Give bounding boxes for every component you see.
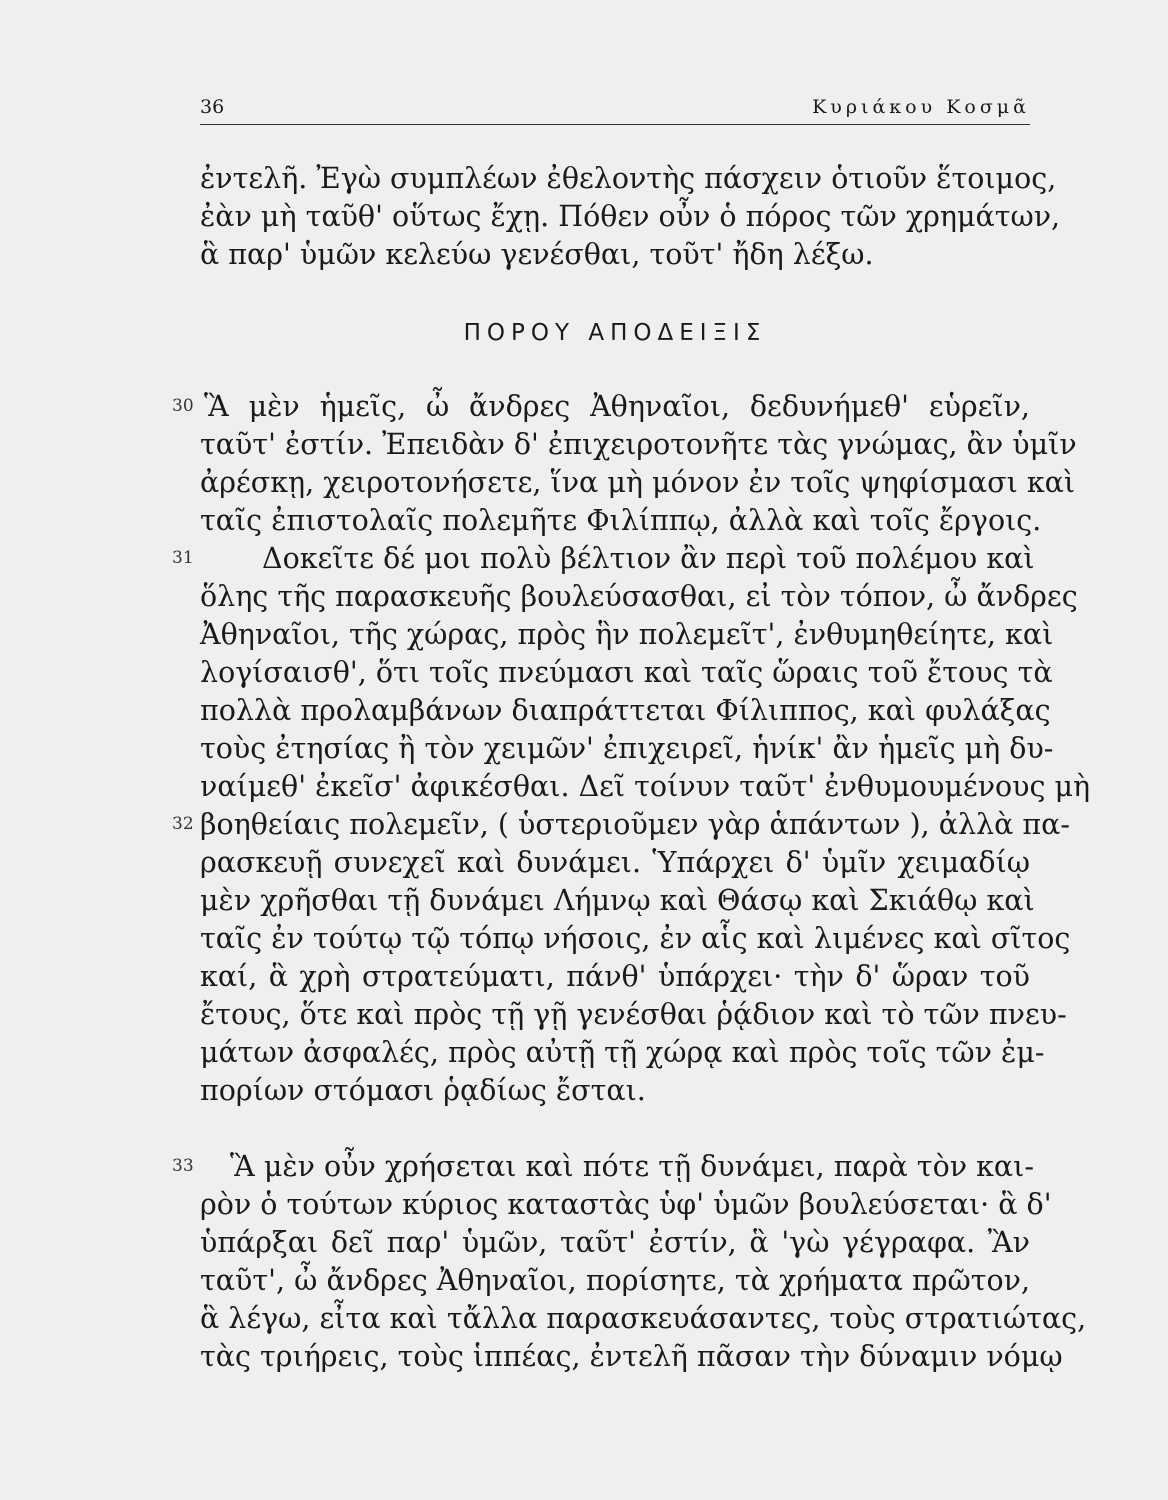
text-line: ταῦτ', ὦ ἄνδρες Ἀθηναῖοι, πορίσητε, τὰ χρήματα πρῶτον, xyxy=(200,1264,1030,1297)
running-head: Κυριάκου Κοσμᾶ xyxy=(812,96,1030,118)
text-line: μὲν χρῆσθαι τῇ δυνάμει Λήμνῳ καὶ Θάσῳ καὶ Σκιάθῳ καὶ xyxy=(200,884,1035,917)
text-line: ἃ παρ' ὑμῶν κελεύω γενέσθαι, τοῦτ' ἤδη λέξω. xyxy=(200,238,874,271)
text-line: ναίμεθ' ἐκεῖσ' ἀφικέσθαι. Δεῖ τοίνυν ταῦτ' ἐνθυμουμένους μὴ xyxy=(200,770,1091,803)
text-line: μάτων ἀσφαλές, πρὸς αὐτῇ τῇ χώρᾳ καὶ πρὸς τοῖς τῶν ἐμ- xyxy=(200,1036,1045,1069)
text-line: τὰς τριήρεις, τοὺς ἱππέας, ἐντελῆ πᾶσαν τὴν δύναμιν νόμῳ xyxy=(200,1340,1063,1373)
text-line: ρὸν ὁ τούτων κύριος καταστὰς ὑφ' ὑμῶν βουλεύσεται· ἃ δ' xyxy=(200,1188,1052,1221)
text-line: ὅλης τῆς παρασκευῆς βουλεύσασθαι, εἰ τὸν τόπον, ὦ ἄνδρες xyxy=(200,580,1078,613)
text-line: ἀρέσκῃ, χειροτονήσετε, ἵνα μὴ μόνον ἐν τοῖς ψηφίσμασι καὶ xyxy=(200,466,1076,499)
paragraph-number: 31 xyxy=(172,548,194,568)
text-line: Ἀθηναῖοι, τῆς χώρας, πρὸς ἣν πολεμεῖτ', ἐνθυμηθείητε, καὶ xyxy=(200,618,1054,651)
text-line: ρασκευῇ συνεχεῖ καὶ δυνάμει. Ὑπάρχει δ' ὑμῖν χειμαδίῳ xyxy=(200,846,1030,879)
page-number: 36 xyxy=(200,96,225,118)
text-line: ταῖς ἐπιστολαῖς πολεμῆτε Φιλίππῳ, ἀλλὰ καὶ τοῖς ἔργοις. xyxy=(200,504,1042,537)
text-line: ἐντελῆ. Ἐγὼ συμπλέων ἐθελοντὴς πάσχειν ὁτιοῦν ἕτοιμος, xyxy=(200,162,1057,195)
text-line: πορίων στόμασι ῥᾳδίως ἔσται. xyxy=(200,1074,646,1107)
text-line: πολλὰ προλαμβάνων διαπράττεται Φίλιππος, καὶ φυλάξας xyxy=(200,694,1051,727)
paragraph-number: 32 xyxy=(172,814,194,834)
text-line: Ἃ μὲν οὖν χρήσεται καὶ πότε τῇ δυνάμει, παρὰ τὸν και- xyxy=(230,1150,1034,1183)
page-header xyxy=(200,96,1030,125)
text-line: Ἃ μὲν ἡμεῖς, ὦ ἄνδρες Ἀθηναῖοι, δεδυνήμεθ' εὑρεῖν, xyxy=(204,390,1030,423)
text-line: ἐὰν μὴ ταῦθ' οὕτως ἔχῃ. Πόθεν οὖν ὁ πόρος τῶν χρημάτων, xyxy=(200,200,1061,233)
text-line: ταῖς ἐν τούτῳ τῷ τόπῳ νήσοις, ἐν αἷς καὶ λιμένες καὶ σῖτος xyxy=(200,922,1071,955)
paragraph-number: 30 xyxy=(172,396,194,416)
text-line: ὑπάρξαι δεῖ παρ' ὑμῶν, ταῦτ' ἐστίν, ἃ 'γὼ γέγραφα. Ἂν xyxy=(200,1226,1030,1259)
text-line: ταῦτ' ἐστίν. Ἐπειδὰν δ' ἐπιχειροτονῆτε τὰς γνώμας, ἂν ὑμῖν xyxy=(200,428,1077,461)
paragraph-number: 33 xyxy=(172,1156,194,1176)
text-line: καί, ἃ χρὴ στρατεύματι, πάνθ' ὑπάρχει· τὴν δ' ὥραν τοῦ xyxy=(200,960,1030,993)
text-line: ἔτους, ὅτε καὶ πρὸς τῇ γῇ γενέσθαι ῥᾴδιον καὶ τὸ τῶν πνευ- xyxy=(200,998,1067,1031)
text-line: τοὺς ἐτησίας ἢ τὸν χειμῶν' ἐπιχειρεῖ, ἡνίκ' ἂν ἡμεῖς μὴ δυ- xyxy=(200,732,1054,765)
text-line: ἃ λέγω, εἶτα καὶ τἄλλα παρασκευάσαντες, τοὺς στρατιώτας, xyxy=(200,1302,1087,1335)
text-line: βοηθείαις πολεμεῖν, ( ὑστεριοῦμεν γὰρ ἁπάντων ), ἀλλὰ πα- xyxy=(200,808,1071,841)
section-heading: ΠΟΡΟΥ ΑΠΟΔΕΙΞΙΣ xyxy=(463,320,767,346)
text-line: Δοκεῖτε δέ μοι πολὺ βέλτιον ἂν περὶ τοῦ πολέμου καὶ xyxy=(262,542,1035,575)
text-line: λογίσαισθ', ὅτι τοῖς πνεύμασι καὶ ταῖς ὥραις τοῦ ἔτους τὰ xyxy=(200,656,1053,689)
